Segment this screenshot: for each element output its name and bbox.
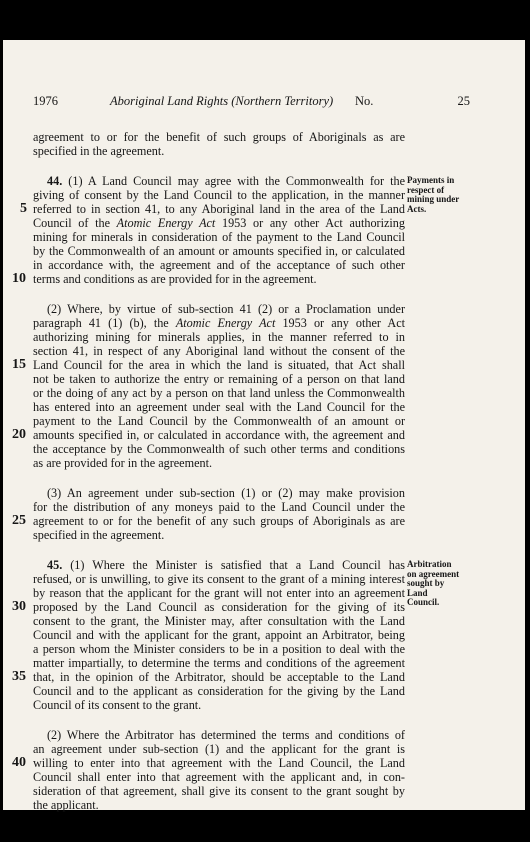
document-page xyxy=(3,40,525,810)
line-number: 15 xyxy=(12,357,26,372)
text-line: Council and to the applicant as consideration for the giving by the Land xyxy=(33,684,405,698)
text-line: Land Council for the area in which the land is situated, that Act shall xyxy=(33,358,405,372)
line-number: 10 xyxy=(12,271,26,286)
text-line: Council of the Atomic Energy Act 1953 or any other Act authorizing xyxy=(33,216,405,230)
text-line: section 41, in respect of any Aboriginal land without the consent of the xyxy=(33,344,405,358)
text-line: (3) An agreement under sub-section (1) or (2) may make provision xyxy=(47,486,405,500)
text-line: payment to the Land Council by the Commonwealth of an amount or xyxy=(33,414,405,428)
text-line: sideration of that agreement, shall give its consent to the grant sought by xyxy=(33,784,405,798)
text-line: not be taken to authorize the entry or remaining of a person on that land xyxy=(33,372,405,386)
text-line: as are provided for in the agreement. xyxy=(33,456,213,470)
text-line: has entered into an agreement under seal with the Land Council for the xyxy=(33,400,405,414)
text-line: refused, or is unwilling, to give its consent to the grant of a mining interest xyxy=(33,572,405,586)
text-line: proposed by the Land Council as consideration for the giving of its xyxy=(33,600,405,614)
text-line: a person whom the Minister considers to be in a position to deal with the xyxy=(33,642,405,656)
text-line: agreement to or for the benefit of such groups of Aboriginals as are xyxy=(33,130,405,144)
text-line: willing to enter into that agreement with the Land Council, the Land xyxy=(33,756,405,770)
text-line: by the Commonwealth of an amount or amounts specified in, or calculated xyxy=(33,244,405,258)
text-line: agreement to or for the benefit of any such groups of Aboriginals as are xyxy=(33,514,405,528)
margin-note-section-45: Arbitration on agreement sought by Land Council. xyxy=(407,559,460,607)
text-line: the acceptance by the Commonwealth of such other terms and conditions xyxy=(33,442,405,456)
text-line: Council and with the applicant for the grant, appoint an Arbitrator, being xyxy=(33,628,405,642)
text-line: Council shall enter into that agreement with the applicant and, in con- xyxy=(33,770,405,784)
text-line: for the distribution of any moneys paid to the Land Council under the xyxy=(33,500,405,514)
text-line: or the doing of any act by a person on that land unless the Commonwealth xyxy=(33,386,405,400)
text-line: Council of its consent to the grant. xyxy=(33,698,202,712)
page-header xyxy=(33,94,470,110)
text-line: terms and conditions as are provided for in the agreement. xyxy=(33,272,317,286)
text-line: authorizing mining for minerals applies, in the manner referred to in xyxy=(33,330,405,344)
header-year: 1976 xyxy=(33,94,58,108)
text-line: consent to the grant, the Minister may, after consultation with the Land xyxy=(33,614,405,628)
text-line: specified in the agreement. xyxy=(33,144,165,158)
text-line: in accordance with, the agreement and of the acceptance of such other xyxy=(33,258,405,272)
margin-note-section-44: Payments in respect of mining under Acts. xyxy=(407,175,460,214)
text-line: giving of consent by the Land Council to the application, in the manner xyxy=(33,188,405,202)
section-44-1-start: 44. (1) A Land Council may agree with the Commonwealth for the xyxy=(47,174,405,188)
text-line: amounts specified in, or calculated in accordance with, the agreement and xyxy=(33,428,405,442)
text-line: mining for minerals in consideration of the payment to the Land Council xyxy=(33,230,405,244)
header-number-label: No. xyxy=(355,94,374,108)
line-number: 40 xyxy=(12,755,26,770)
text-line: by reason that the applicant for the grant will not enter into an agreement xyxy=(33,586,405,600)
text-line: paragraph 41 (1) (b), the Atomic Energy Act 1953 or any other Act xyxy=(33,316,405,330)
text-fragment: (1) A Land Council may agree with the Commonwealth for the xyxy=(68,174,405,188)
text-line: specified in the agreement. xyxy=(33,528,165,542)
line-number: 5 xyxy=(20,201,27,216)
text-line: an agreement under sub-section (1) and the applicant for the grant is xyxy=(33,742,405,756)
line-number: 25 xyxy=(12,513,26,528)
text-line: (2) Where, by virtue of sub-section 41 (2) or a Proclamation under xyxy=(47,302,405,316)
text-line: that, in the opinion of the Arbitrator, should be acceptable to the Land xyxy=(33,670,405,684)
line-number: 35 xyxy=(12,669,26,684)
header-title: Aboriginal Land Rights (Northern Territory) xyxy=(110,94,334,108)
page-number: 25 xyxy=(457,94,470,108)
section-45-1-start: 45. (1) Where the Minister is satisfied that a Land Council has xyxy=(47,558,405,572)
line-number: 20 xyxy=(12,427,26,442)
text-line: (2) Where the Arbitrator has determined the terms and conditions of xyxy=(47,728,405,742)
line-number: 30 xyxy=(12,599,26,614)
text-line: the applicant. xyxy=(33,798,99,812)
text-fragment: (1) Where the Minister is satisfied that a Land Council has xyxy=(70,558,405,572)
text-line: matter impartially, to determine the terms and conditions of the agreement xyxy=(33,656,405,670)
text-line: referred to in section 41, to any Aboriginal land in the area of the Land xyxy=(33,202,405,216)
